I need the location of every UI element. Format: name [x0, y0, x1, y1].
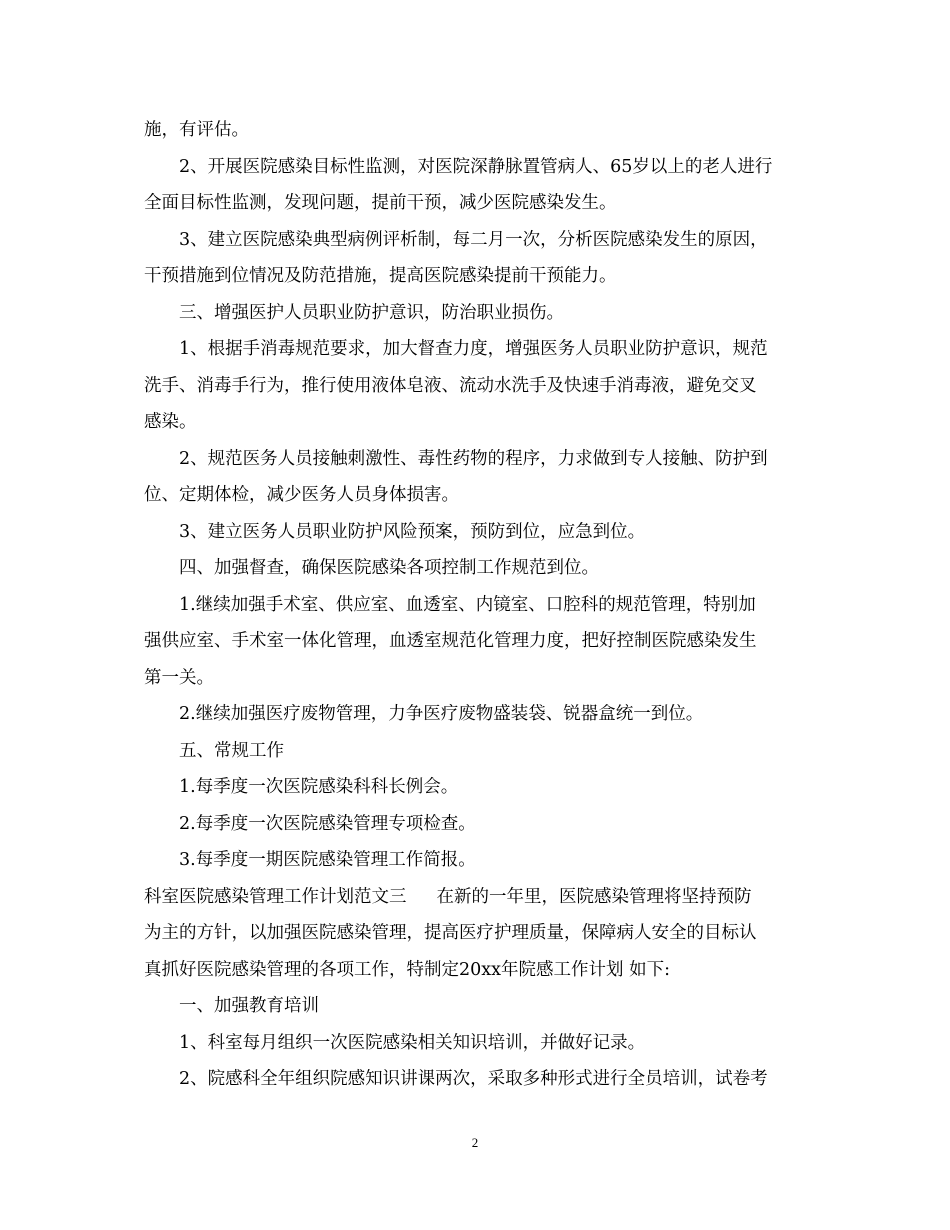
- paragraph-line: 真抓好医院感染管理的各项工作，特制定20xx年院感工作计划 如下:: [144, 959, 670, 980]
- section-heading: 一、加强教育培训: [179, 996, 319, 1016]
- page-number: 2: [471, 1135, 479, 1150]
- section-heading: 四、加强督查，确保医院感染各项控制工作规范到位。: [179, 558, 599, 578]
- paragraph-line: [144, 879, 810, 916]
- paragraph-line: 2、规范医务人员接触刺激性、毒性药物的程序，力求做到专人接触、防护到: [179, 448, 768, 469]
- paragraph-line: 位、定期体检，减少医务人员身体损害。: [144, 485, 459, 505]
- section-heading: 五、常规工作: [179, 740, 284, 761]
- intro-text: 在新的一年里，医院感染管理将坚持预防: [436, 886, 752, 907]
- paragraph-line: 2.继续加强医疗废物管理，力争医疗废物盛装袋、锐器盒统一到位。: [179, 704, 704, 724]
- paragraph-line: 干预措施到位情况及防范措施，提高医院感染提前干预能力。: [144, 266, 617, 286]
- paragraph-line: 洗手、消毒手行为，推行使用液体皂液、流动水洗手及快速手消毒液，避免交叉: [144, 375, 757, 396]
- paragraph-line: 感染。: [144, 412, 197, 432]
- paragraph-line: 施，有评估。: [144, 120, 249, 140]
- list-item: 2.每季度一次医院感染管理专项检查。: [179, 813, 476, 834]
- document-body: [144, 112, 810, 1098]
- paragraph-line: 1.继续加强手术室、供应室、血透室、内镜室、口腔科的规范管理，特别加: [179, 594, 756, 615]
- list-item: 3.每季度一期医院感染管理工作简报。: [179, 850, 476, 870]
- paragraph-line: 第一关。: [144, 667, 214, 688]
- paragraph-line: 3、建立医务人员职业防护风险预案，预防到位，应急到位。: [179, 521, 646, 542]
- paragraph-line: 强供应室、手术室一体化管理，血透室规范化管理力度，把好控制医院感染发生: [144, 631, 757, 651]
- paragraph-line: 1、科室每月组织一次医院感染相关知识培训，并做好记录。: [179, 1032, 646, 1053]
- paragraph-line: 2、院感科全年组织院感知识讲课两次，采取多种形式进行全员培训，试卷考: [179, 1069, 768, 1089]
- paragraph-line: 2、开展医院感染目标性监测，对医院深静脉置管病人、65岁以上的老人进行: [179, 156, 773, 177]
- paragraph-line: 全面目标性监测，发现问题，提前干预，减少医院感染发生。: [144, 193, 617, 213]
- paragraph-line: 1、根据手消毒规范要求，加大督查力度，增强医务人员职业防护意识，规范: [179, 339, 768, 359]
- list-item: 1.每季度一次医院感染科科长例会。: [179, 777, 459, 797]
- section-heading: 三、增强医护人员职业防护意识，防治职业损伤。: [179, 302, 564, 323]
- paragraph-line: 为主的方针，以加强医院感染管理，提高医疗护理质量，保障病人安全的目标认: [144, 923, 757, 943]
- document-title: 科室医院感染管理工作计划范文三: [144, 886, 407, 907]
- paragraph-line: 3、建立医院感染典型病例评析制，每二月一次，分析医院感染发生的原因，: [179, 229, 768, 250]
